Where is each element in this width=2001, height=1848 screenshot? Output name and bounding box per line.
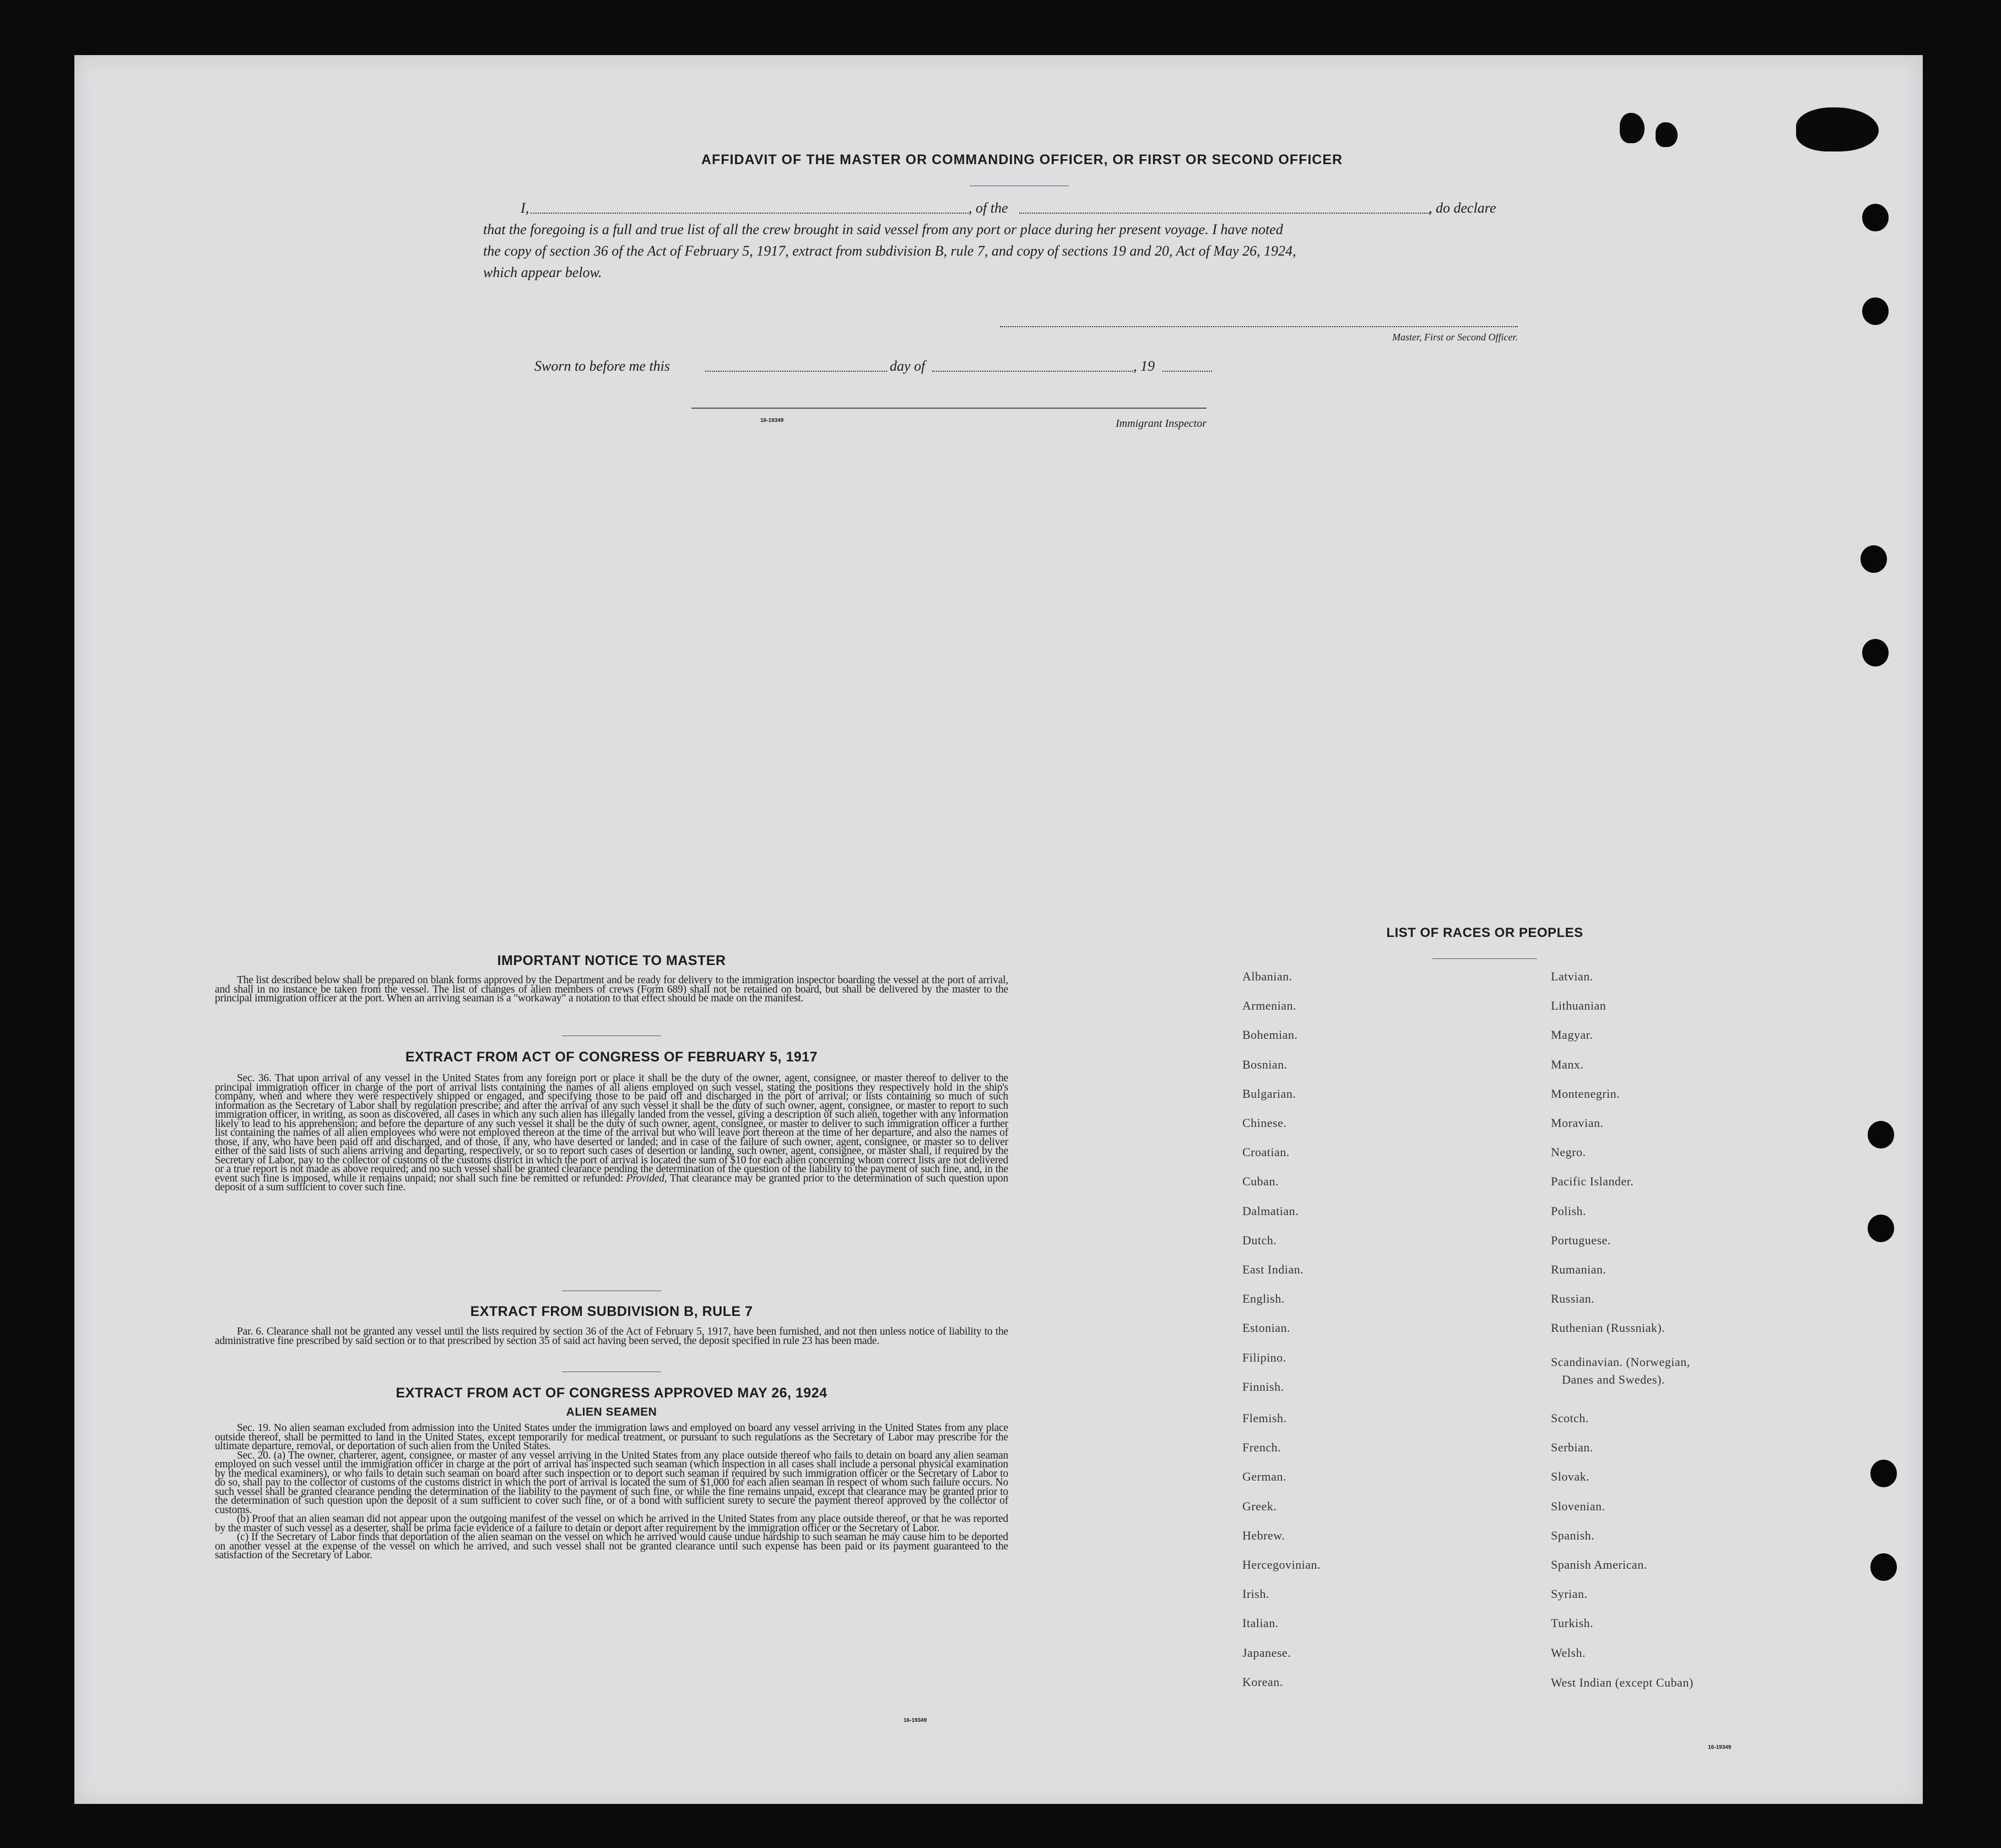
extract-rule7-body bbox=[215, 1327, 1008, 1346]
proviso-text: That clearance may be granted prior to the determination of such question upon deposit of a sum sufficient to cover such fine. bbox=[215, 1172, 1008, 1193]
document-sheet bbox=[74, 55, 1923, 1804]
ink-blot bbox=[1796, 107, 1879, 151]
race-item: Russian. bbox=[1551, 1292, 1595, 1305]
label-year: , 19 bbox=[1133, 358, 1155, 374]
race-item: Dalmatian. bbox=[1242, 1204, 1299, 1218]
signature-line-inspector bbox=[691, 408, 1207, 409]
race-item: Lithuanian bbox=[1551, 999, 1607, 1012]
sec19-text: Sec. 19. No alien seaman excluded from admission into the United States under the immigration laws and employed on board any vessel arriving in the United States from any place outside thereof, shall be permitted to land in the United States, except temporarily for medical treatment, or pursuant to such regulations as the Secretary of Labor may prescribe for the ultimate departure, removal, or deportation of such alien from the United States. bbox=[215, 1422, 1008, 1452]
race-item: Pacific Islander. bbox=[1551, 1174, 1634, 1188]
race-item: Hercegovinian. bbox=[1242, 1558, 1321, 1571]
sworn-line bbox=[534, 355, 1306, 377]
race-item: East Indian. bbox=[1242, 1262, 1304, 1276]
race-item: Syrian. bbox=[1551, 1587, 1588, 1601]
race-item: Finnish. bbox=[1242, 1380, 1284, 1394]
punch-hole bbox=[1870, 1460, 1897, 1487]
race-item: French. bbox=[1242, 1440, 1281, 1454]
extract-1917-body bbox=[215, 1074, 1008, 1193]
race-item: Negro. bbox=[1551, 1145, 1586, 1159]
label-of-the: , of the bbox=[969, 200, 1008, 216]
race-item: Irish. bbox=[1242, 1587, 1269, 1601]
label-do-declare: , do declare bbox=[1429, 200, 1496, 216]
race-item: Latvian. bbox=[1551, 969, 1593, 983]
race-item: Dutch. bbox=[1242, 1233, 1277, 1247]
race-item: Bohemian. bbox=[1242, 1028, 1298, 1042]
race-item: Spanish American. bbox=[1551, 1558, 1647, 1571]
race-item: Serbian. bbox=[1551, 1440, 1593, 1454]
label-day-of: day of bbox=[890, 358, 926, 374]
race-item: Bosnian. bbox=[1242, 1058, 1288, 1071]
form-number: 16-19349 bbox=[760, 418, 784, 424]
race-item: Portuguese. bbox=[1551, 1233, 1611, 1247]
race-item: Croatian. bbox=[1242, 1145, 1290, 1159]
punch-hole bbox=[1862, 297, 1889, 325]
blank-month[interactable] bbox=[932, 371, 1133, 372]
race-item: Rumanian. bbox=[1551, 1262, 1607, 1276]
race-item: Greek. bbox=[1242, 1499, 1277, 1513]
ink-blot bbox=[1620, 113, 1645, 143]
signature-line-master[interactable] bbox=[1000, 326, 1518, 327]
race-item: Filipino. bbox=[1242, 1351, 1286, 1364]
extract-1917-title: EXTRACT FROM ACT OF CONGRESS OF FEBRUARY 5, 1917 bbox=[405, 1049, 818, 1065]
race-item: Montenegrin. bbox=[1551, 1087, 1620, 1101]
race-item: Armenian. bbox=[1242, 999, 1296, 1012]
notice-title: IMPORTANT NOTICE TO MASTER bbox=[497, 953, 726, 968]
extract-1924-title: EXTRACT FROM ACT OF CONGRESS APPROVED MAY 26, 1924 bbox=[396, 1385, 828, 1401]
sec20b-text: (b) Proof that an alien seaman did not appear upon the outgoing manifest of the vessel on which he arrived in the United States from any place outside thereof, or that he was reported by the master of such vessel as a deserter, shall be prima facie evidence of a failure to detain or deport after requirement by the immigration officer or the Secretary of Labor. bbox=[215, 1513, 1008, 1534]
affidavit-line-1 bbox=[521, 197, 1592, 219]
race-item: Japanese. bbox=[1242, 1646, 1291, 1660]
label-i: I, bbox=[521, 200, 529, 216]
punch-hole bbox=[1868, 1121, 1894, 1148]
ink-blot bbox=[1656, 122, 1678, 147]
race-item: Welsh. bbox=[1551, 1646, 1586, 1660]
race-item: Chinese. bbox=[1242, 1116, 1287, 1130]
race-item: Polish. bbox=[1551, 1204, 1587, 1218]
proviso-word: Provided, bbox=[626, 1172, 667, 1184]
form-number: 16-19349 bbox=[1708, 1744, 1732, 1751]
label-sworn: Sworn to before me this bbox=[534, 358, 670, 374]
affidavit-title: AFFIDAVIT OF THE MASTER OR COMMANDING OFFICER, OR FIRST OR SECOND OFFICER bbox=[701, 152, 1343, 167]
punch-hole bbox=[1861, 545, 1887, 573]
form-number: 16-19349 bbox=[904, 1717, 927, 1724]
race-item: Ruthenian (Russniak). bbox=[1551, 1321, 1665, 1335]
race-item: West Indian (except Cuban) bbox=[1551, 1676, 1694, 1689]
race-item: Slovenian. bbox=[1551, 1499, 1605, 1513]
sec36-text: Sec. 36. That upon arrival of any vessel in the United States from any foreign port or place it shall be the duty of the owner, agent, consignee, or master thereof to deliver to the principal immigration officer in charge of the port of arrival lists containing the names of all aliens employed on such vessel, stating the positions they respectively hold in the ship's company, when and where they were respectively shipped or engaged, and specifying those to be paid off and discharged in the port of arrival; or lists containing so much of such information as the Secretary of Labor shall by regulation prescribe; and after the arrival of any such vessel it shall be the duty of such owner, agent, consignee, or master to report to such immigration officer, in writing, as soon as discovered, all cases in which any such alien has illegally landed from the vessel, giving a description of such alien, together with any information likely to lead to his apprehension; and before the departure of any such vessel it shall be the duty of such owner, agent, consignee, or master to deliver to such immigration officer a further list containing the names of all alien employees who were not employed thereon at the time of the arrival but who will leave port thereon at the time of her departure, and also the names of those, if any, who have been paid off and discharged, and of those, if any, who have deserted or landed; and in case of the failure of such owner, agent, consignee, or master so to deliver either of the said lists of such aliens arriving and departing, respectively, or so to report such cases of desertion or landing, such owner, agent, consignee, or master shall, if required by the Secretary of Labor, pay to the collector of customs of the customs district in which the port of arrival is located the sum of $10 for each alien concerning whom correct lists are not delivered or a true report is not made as above required; and no such vessel shall be granted clearance pending the determination of the question of the liability to the payment of such fine, and, in the event such fine is imposed, while it remains unpaid; nor shall such fine be remitted or refunded: bbox=[215, 1072, 1008, 1184]
race-item: Korean. bbox=[1242, 1675, 1283, 1689]
notice-paragraph: The list described below shall be prepared on blank forms approved by the Department and be ready for delivery to the immigration inspector boarding the vessel at the port of arrival, and shall in no instance be taken from the vessel. The list of changes of alien members of crews (Form 689) shall not be retained on board, but shall be delivered by the master to the principal immigration officer at the port. When an arriving seaman is a "workaway" a notation to that effect should be made on the manifest. bbox=[215, 974, 1008, 1004]
race-item: Scandinavian. (Norwegian, bbox=[1551, 1355, 1690, 1369]
affidavit-line-3: the copy of section 36 of the Act of February 5, 1917, extract from subdivision B, rule 7, and copy of sections 19 and 20, Act of May 26, 1924, bbox=[483, 243, 1296, 259]
blank-vessel[interactable] bbox=[1019, 213, 1430, 214]
race-item: English. bbox=[1242, 1292, 1285, 1305]
notice-body bbox=[215, 976, 1008, 1004]
race-item: Albanian. bbox=[1242, 969, 1292, 983]
race-item: Scotch. bbox=[1551, 1411, 1589, 1425]
master-caption: Master, First or Second Officer. bbox=[1392, 332, 1518, 343]
punch-hole bbox=[1862, 639, 1889, 666]
divider bbox=[1432, 958, 1537, 959]
extract-rule7-title: EXTRACT FROM SUBDIVISION B, RULE 7 bbox=[470, 1304, 753, 1319]
blank-day[interactable] bbox=[705, 371, 887, 372]
race-item: Spanish. bbox=[1551, 1529, 1595, 1542]
race-item: Bulgarian. bbox=[1242, 1087, 1296, 1101]
affidavit-line-2: that the foregoing is a full and true list of all the crew brought in said vessel from any port or place during her present voyage. I have noted bbox=[483, 221, 1283, 237]
race-item-continuation: Danes and Swedes). bbox=[1562, 1373, 1665, 1386]
race-item: Manx. bbox=[1551, 1058, 1584, 1071]
races-title: LIST OF RACES OR PEOPLES bbox=[1386, 925, 1583, 940]
race-item: Cuban. bbox=[1242, 1174, 1279, 1188]
inspector-caption: Immigrant Inspector bbox=[1116, 418, 1207, 430]
par6-text: Par. 6. Clearance shall not be granted any vessel until the lists required by section 36 of the Act of February 5, 1917, have been furnished, and not then unless notice of liability to the administrative fine prescribed by said section or to that prescribed by section 35 of said act having been served, the deposit specified in rule 23 has been made. bbox=[215, 1326, 1008, 1347]
affidavit-line-4: which appear below. bbox=[483, 264, 602, 280]
sec20a-text: Sec. 20. (a) The owner, charterer, agent, consignee, or master of any vessel arriving in the United States from any place outside thereof who fails to detain on board any alien seaman employed on such vessel until the immigration officer in charge at the port of arrival has inspected such seaman (which inspection in all cases shall include a personal physical examination by the medical examiners), or who fails to detain such seaman on board after such inspection or to deport such seaman if required by such immigration officer or the Secretary of Labor to do so, shall pay to the collector of customs of the customs district in which the port of arrival is located the sum of $1,000 for each alien seaman in respect of whom such failure occurs. No such vessel shall be granted clearance pending the determination of the liability to the payment of such fine, or while the fine remains unpaid, except that clearance may be granted prior to the determination of such question upon the deposit of a sum sufficient to cover such fine, or of a bond with sufficient surety to secure the payment thereof approved by the collector of customs. bbox=[215, 1449, 1008, 1516]
race-item: German. bbox=[1242, 1470, 1286, 1483]
blank-name[interactable] bbox=[531, 213, 969, 214]
race-item: Magyar. bbox=[1551, 1028, 1593, 1042]
blank-year[interactable] bbox=[1162, 371, 1212, 372]
race-item: Hebrew. bbox=[1242, 1529, 1285, 1542]
race-item: Estonian. bbox=[1242, 1321, 1290, 1335]
race-item: Slovak. bbox=[1551, 1470, 1590, 1483]
punch-hole bbox=[1870, 1553, 1897, 1581]
extract-1924-body bbox=[215, 1424, 1008, 1560]
punch-hole bbox=[1862, 204, 1889, 231]
race-item: Italian. bbox=[1242, 1616, 1279, 1630]
race-item: Moravian. bbox=[1551, 1116, 1604, 1130]
alien-seamen-subtitle: ALIEN SEAMEN bbox=[566, 1406, 657, 1418]
sec20c-text: (c) If the Secretary of Labor finds that deportation of the alien seaman on the vessel on which he arrived would cause undue hardship to such seaman he may cause him to be deported on another vessel at the expense of the vessel on which he arrived, and such vessel shall not be granted clearance until such expense has been paid or its payment guaranteed to the satisfaction of the Secretary of Labor. bbox=[215, 1531, 1008, 1561]
race-item: Turkish. bbox=[1551, 1616, 1594, 1630]
race-item: Flemish. bbox=[1242, 1411, 1287, 1425]
punch-hole bbox=[1868, 1215, 1894, 1242]
